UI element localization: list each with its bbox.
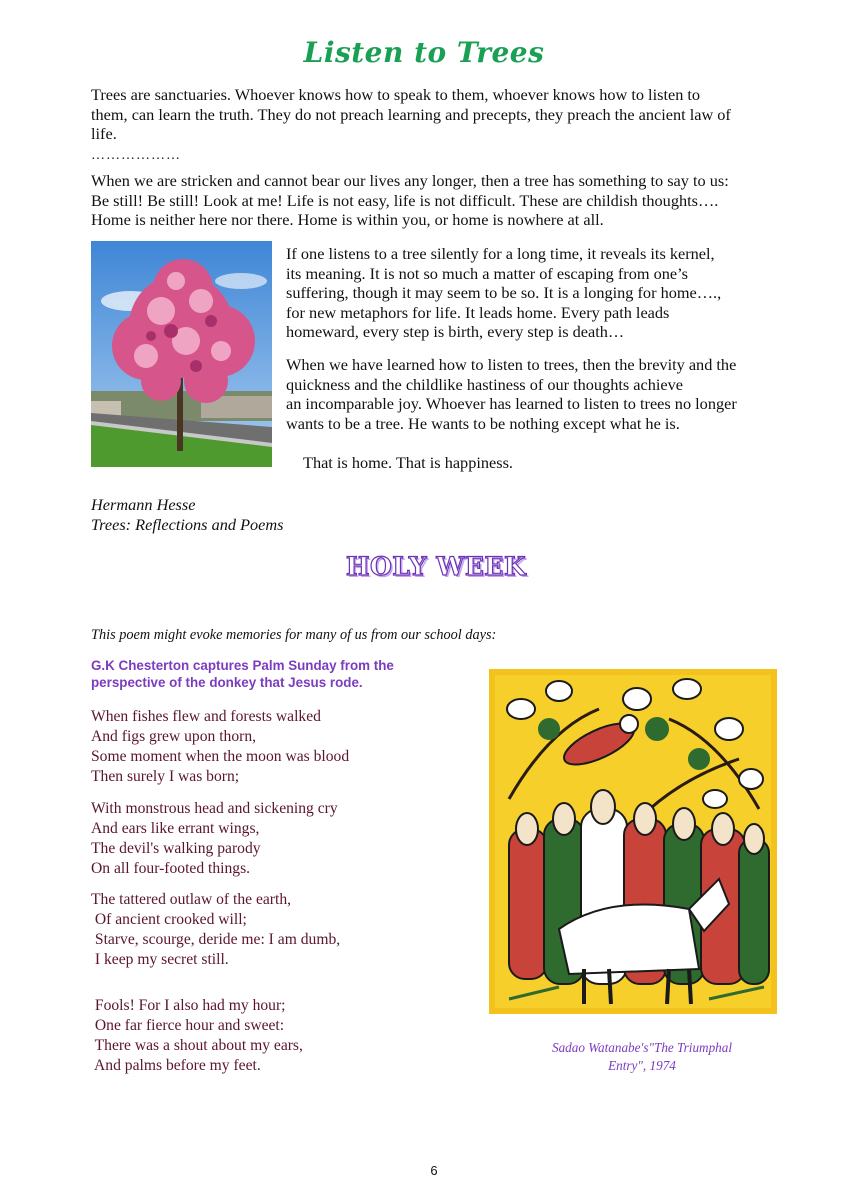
poem-line: Starve, scourge, deride me: I am dumb,: [91, 931, 341, 948]
poem-stanza-3: [91, 890, 340, 970]
poem-line: I keep my secret still.: [91, 951, 229, 968]
text-line: them, can learn the truth. They do not preach learning and precepts, they preach the ancient law of: [91, 104, 731, 124]
text-line: homeward, every step is birth, every step is death…: [286, 322, 625, 342]
poem-line: The devil's walking parody: [91, 840, 261, 857]
cherry-tree-photo: [91, 241, 272, 467]
poem-line: And figs grew upon thorn,: [91, 728, 257, 745]
triumphal-entry-artwork: [489, 669, 777, 1014]
poem-line: Fools! For I also had my hour;: [91, 997, 286, 1014]
page-number: 6: [430, 1163, 438, 1178]
holy-week-heading: HOLY WEEK: [345, 552, 527, 581]
paragraph-sanctuaries: [91, 85, 791, 144]
poem-line: The tattered outlaw of the earth,: [91, 891, 292, 908]
poem-line: There was a shout about my ears,: [91, 1037, 303, 1054]
text-line: wants to be a tree. He wants to be nothing except what he is.: [286, 413, 680, 433]
text-line: When we have learned how to listen to trees, then the brevity and the: [286, 355, 737, 374]
poem-line: Then surely I was born;: [91, 768, 240, 785]
poem-stanza-1: [91, 707, 349, 787]
poem-line: Of ancient crooked will;: [91, 911, 247, 928]
text-line: G.K Chesterton captures Palm Sunday from the: [91, 658, 394, 673]
poem-line: And ears like errant wings,: [91, 820, 260, 837]
text-line: quickness and the childlike hastiness of our thoughts achieve: [286, 374, 683, 394]
poem-line: And palms before my feet.: [91, 1057, 261, 1074]
poem-intro: This poem might evoke memories for many of us from our school days:: [91, 627, 497, 643]
text-line: for new metaphors for life. It leads home. Every path leads: [286, 302, 670, 322]
author-name: Hermann Hesse: [91, 495, 196, 514]
text-line: suffering, though it may seem to be so. It is a longing for home….,: [286, 283, 722, 303]
text-line: an incomparable joy. Whoever has learned to listen to trees no longer: [286, 394, 737, 414]
poem-stanza-4: [91, 996, 303, 1076]
paragraph-brevity: [286, 355, 786, 433]
paragraph-be-still: [91, 171, 791, 230]
caption-line: Sadao Watanabe's"The Triumphal: [551, 1040, 733, 1055]
text-line: perspective of the donkey that Jesus rode.: [91, 675, 363, 690]
poem-line: When fishes flew and forests walked: [91, 708, 321, 725]
artwork-caption: [520, 1039, 764, 1075]
poem-stanza-2: [91, 799, 338, 879]
caption-line: Entry", 1974: [608, 1058, 676, 1073]
poem-line: Some moment when the moon was blood: [91, 748, 350, 765]
paragraph-kernel: [286, 244, 786, 342]
poem-line: With monstrous head and sickening cry: [91, 800, 338, 817]
paragraph-home: That is home. That is happiness.: [303, 453, 513, 472]
text-line: life.: [91, 124, 117, 144]
book-title: Trees: Reflections and Poems: [91, 515, 284, 534]
text-line: Trees are sanctuaries. Whoever knows how to speak to them, whoever knows how to listen to: [91, 85, 701, 104]
text-line: If one listens to a tree silently for a long time, it reveals its kernel,: [286, 244, 715, 263]
chesterton-subheading: [91, 657, 394, 691]
page-title: Listen to Trees: [303, 36, 545, 69]
poem-line: On all four-footed things.: [91, 860, 251, 877]
text-line: When we are stricken and cannot bear our lives any longer, then a tree has something to say to us:: [91, 171, 729, 190]
ellipsis-divider: ………………: [91, 148, 181, 163]
poem-line: One far fierce hour and sweet:: [91, 1017, 285, 1034]
text-line: Home is neither here nor there. Home is within you, or home is nowhere at all.: [91, 210, 604, 230]
text-line: Be still! Be still! Look at me! Life is not easy, life is not difficult. These are childish thoughts….: [91, 190, 719, 210]
text-line: its meaning. It is not so much a matter of escaping from one’s: [286, 263, 688, 283]
